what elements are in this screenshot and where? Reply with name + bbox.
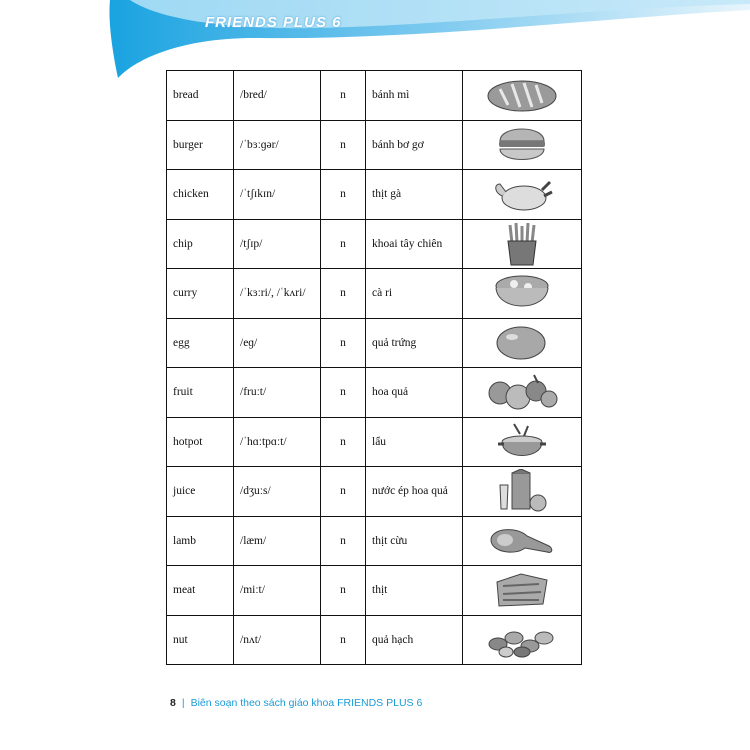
vocab-word: hotpot — [167, 417, 234, 467]
chicken-icon — [463, 170, 582, 220]
vocab-part-of-speech: n — [321, 615, 366, 665]
footer-caption: Biên soạn theo sách giáo khoa FRIENDS PLUS 6 — [190, 697, 423, 709]
vocab-part-of-speech: n — [321, 566, 366, 616]
vocab-row — [167, 417, 582, 467]
vocab-meaning: bánh mì — [366, 71, 463, 121]
vocab-part-of-speech: n — [321, 318, 366, 368]
page-number: 8 — [170, 697, 176, 709]
vocab-pronunciation: /ˈtʃɪkɪn/ — [234, 170, 321, 220]
vocab-word: bread — [167, 71, 234, 121]
footer-separator: | — [181, 697, 185, 709]
page-footer — [170, 697, 422, 709]
vocab-part-of-speech: n — [321, 516, 366, 566]
vocab-pronunciation: /eɡ/ — [234, 318, 321, 368]
vocab-word: fruit — [167, 368, 234, 418]
vocab-part-of-speech: n — [321, 417, 366, 467]
vocab-row — [167, 467, 582, 517]
vocab-row — [167, 368, 582, 418]
vocab-row — [167, 269, 582, 319]
vocab-pronunciation: /bred/ — [234, 71, 321, 121]
vocab-word: lamb — [167, 516, 234, 566]
curry-bowl-icon — [463, 269, 582, 319]
vocab-pronunciation: /ˈbɜːɡər/ — [234, 120, 321, 170]
vocab-pronunciation: /miːt/ — [234, 566, 321, 616]
vocab-part-of-speech: n — [321, 120, 366, 170]
fries-icon — [463, 219, 582, 269]
hotpot-icon — [463, 417, 582, 467]
header-wave-banner — [0, 0, 750, 80]
vocab-word: burger — [167, 120, 234, 170]
vocab-part-of-speech: n — [321, 269, 366, 319]
fruit-icon — [463, 368, 582, 418]
vocab-part-of-speech: n — [321, 219, 366, 269]
nuts-icon — [463, 615, 582, 665]
vocab-word: meat — [167, 566, 234, 616]
vocab-pronunciation: /læm/ — [234, 516, 321, 566]
egg-icon — [463, 318, 582, 368]
vocab-pronunciation: /fruːt/ — [234, 368, 321, 418]
vocab-meaning: quả hạch — [366, 615, 463, 665]
vocab-row — [167, 71, 582, 121]
vocab-part-of-speech: n — [321, 71, 366, 121]
vocab-meaning: hoa quả — [366, 368, 463, 418]
book-title: FRIENDS PLUS 6 — [205, 14, 342, 31]
vocab-part-of-speech: n — [321, 467, 366, 517]
vocab-row — [167, 318, 582, 368]
vocab-meaning: nước ép hoa quả — [366, 467, 463, 517]
vocab-pronunciation: /tʃɪp/ — [234, 219, 321, 269]
vocab-pronunciation: /ˈhɑːtpɑːt/ — [234, 417, 321, 467]
vocab-row — [167, 170, 582, 220]
vocab-meaning: cà ri — [366, 269, 463, 319]
vocab-part-of-speech: n — [321, 368, 366, 418]
vocab-row — [167, 219, 582, 269]
vocabulary-table — [166, 70, 582, 665]
lamb-leg-icon — [463, 516, 582, 566]
vocab-pronunciation: /dʒuːs/ — [234, 467, 321, 517]
vocab-row — [167, 615, 582, 665]
vocab-row — [167, 566, 582, 616]
vocab-word: nut — [167, 615, 234, 665]
vocab-meaning: thịt gà — [366, 170, 463, 220]
vocab-meaning: lẩu — [366, 417, 463, 467]
vocab-row — [167, 516, 582, 566]
vocab-word: juice — [167, 467, 234, 517]
vocab-row — [167, 120, 582, 170]
meat-icon — [463, 566, 582, 616]
vocab-word: chicken — [167, 170, 234, 220]
vocab-meaning: thịt cừu — [366, 516, 463, 566]
vocab-pronunciation: /nʌt/ — [234, 615, 321, 665]
vocab-word: chip — [167, 219, 234, 269]
burger-icon — [463, 120, 582, 170]
vocab-meaning: quả trứng — [366, 318, 463, 368]
vocab-word: curry — [167, 269, 234, 319]
vocab-meaning: khoai tây chiên — [366, 219, 463, 269]
juice-icon — [463, 467, 582, 517]
vocab-pronunciation: /ˈkɜːri/, /ˈkʌri/ — [234, 269, 321, 319]
vocab-meaning: bánh bơ gơ — [366, 120, 463, 170]
vocab-part-of-speech: n — [321, 170, 366, 220]
bread-icon — [463, 71, 582, 121]
vocab-meaning: thịt — [366, 566, 463, 616]
vocab-word: egg — [167, 318, 234, 368]
